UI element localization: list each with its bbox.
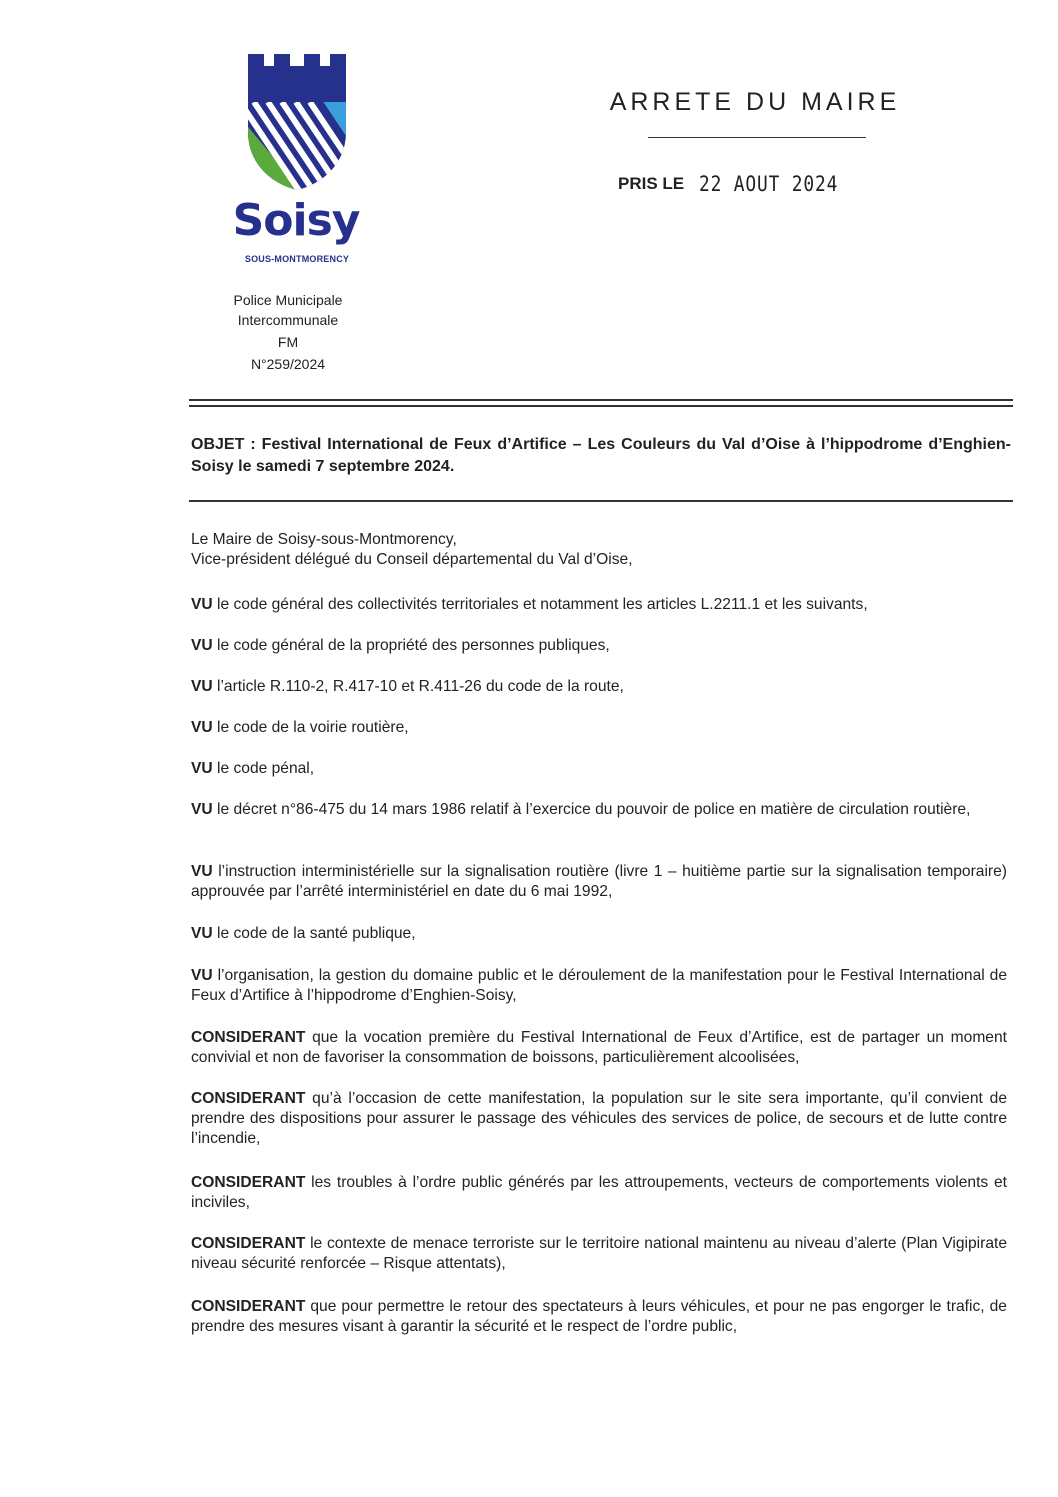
paragraph-text: que pour permettre le retour des spectateurs à leurs véhicules, et pour ne pas engorger le trafic, de prendre des mesures visant à garantir la sécurité et le respect de l’ordre public, xyxy=(191,1298,1007,1335)
paragraph-lead: CONSIDERANT xyxy=(191,1029,306,1046)
paragraph-text: le code général des collectivités territoriales et notamment les articles L.2211.1 et les suivants, xyxy=(212,596,868,613)
double-divider xyxy=(189,399,1013,407)
paragraph xyxy=(191,718,1007,738)
pris-label: PRIS LE xyxy=(618,174,685,193)
soisy-logo xyxy=(244,52,350,192)
document-title: ARRETE DU MAIRE xyxy=(609,88,901,116)
paragraph xyxy=(191,677,1007,697)
paragraph-lead: VU xyxy=(191,719,213,736)
paragraph-text: l’article R.110-2, R.417-10 et R.411-26 du code de la route, xyxy=(212,678,624,695)
paragraph xyxy=(191,924,1007,944)
paragraph xyxy=(191,1173,1007,1213)
paragraph-lead: VU xyxy=(191,596,213,613)
paragraph-text: l’organisation, la gestion du domaine public et le déroulement de la manifestation pour le Festival International de Feux d’Artifice à l’hippodrome d’Enghien-Soisy, xyxy=(191,967,1007,1004)
paragraph-text: le code de la santé publique, xyxy=(212,925,416,942)
paragraph xyxy=(191,595,1007,615)
paragraph xyxy=(191,1028,1007,1068)
paragraph-lead: VU xyxy=(191,637,213,654)
intro-line-1: Le Maire de Soisy-sous-Montmorency, xyxy=(191,531,457,548)
pris-date: 22 AOUT 2024 xyxy=(698,172,838,196)
paragraph-lead: CONSIDERANT xyxy=(191,1090,306,1107)
paragraph-lead: CONSIDERANT xyxy=(191,1174,306,1191)
paragraph-lead: VU xyxy=(191,967,213,984)
paragraph-lead: VU xyxy=(191,678,213,695)
service-line-2: Intercommunale xyxy=(237,312,339,328)
paragraph-lead: CONSIDERANT xyxy=(191,1235,306,1252)
brand-subtitle: SOUS-MONTMORENCY xyxy=(244,254,350,264)
paragraph xyxy=(191,1297,1007,1337)
paragraph-lead: VU xyxy=(191,863,213,880)
title-divider xyxy=(648,137,866,138)
date-stamp xyxy=(618,172,862,202)
reference-number: N°259/2024 xyxy=(250,356,326,372)
paragraph xyxy=(191,1234,1007,1274)
paragraph-lead: VU xyxy=(191,760,213,777)
paragraph xyxy=(191,800,1007,820)
paragraph-lead: CONSIDERANT xyxy=(191,1298,306,1315)
paragraph-text: qu’à l’occasion de cette manifestation, la population sur le site sera importante, qu’il convient de prendre des dispositions pour assurer le passage des véhicules des services de police, de secours et de lutte contre l’incendie, xyxy=(191,1090,1007,1147)
paragraph-text: les troubles à l’ordre public générés par les attroupements, vecteurs de comportements violents et inciviles, xyxy=(191,1174,1007,1211)
paragraph-lead: VU xyxy=(191,801,213,818)
paragraph xyxy=(191,966,1007,1006)
intro-line-2: Vice-président délégué du Conseil départemental du Val d’Oise, xyxy=(191,551,633,568)
paragraph-text: le code de la voirie routière, xyxy=(212,719,409,736)
paragraph xyxy=(191,862,1007,902)
paragraph xyxy=(191,1089,1007,1149)
issuing-service xyxy=(190,290,386,374)
paragraph-text: l’instruction interministérielle sur la signalisation routière (livre 1 – huitième partie sur la signalisation temporaire) approuvée par l’arrêté interministériel en date du 6 mai 1992, xyxy=(191,863,1007,900)
paragraph-text: le décret n°86-475 du 14 mars 1986 relatif à l’exercice du pouvoir de police en matière de circulation routière, xyxy=(212,801,971,818)
objet-heading: OBJET : Festival International de Feux d’Artifice – Les Couleurs du Val d’Oise à l’hippodrome d’Enghien-Soisy le samedi 7 septembre 2024. xyxy=(191,436,1011,475)
brand-name: Soisy xyxy=(232,195,360,246)
service-line-1: Police Municipale xyxy=(233,292,343,308)
paragraph-text: que la vocation première du Festival International de Feux d’Artifice, est de partager un moment convivial et non de favoriser la consommation de boissons, particulièrement alcoolisées, xyxy=(191,1029,1007,1066)
paragraph-text: le contexte de menace terroriste sur le territoire national maintenu au niveau d’alerte (Plan Vigipirate niveau sécurité renforcée – Risque attentats), xyxy=(191,1235,1007,1272)
paragraph-text: le code général de la propriété des personnes publiques, xyxy=(212,637,610,654)
paragraph-text: le code pénal, xyxy=(212,760,315,777)
paragraph xyxy=(191,636,1007,656)
service-initials: FM xyxy=(277,334,299,350)
paragraph xyxy=(191,759,1007,779)
section-divider xyxy=(189,500,1013,502)
paragraph-lead: VU xyxy=(191,925,213,942)
